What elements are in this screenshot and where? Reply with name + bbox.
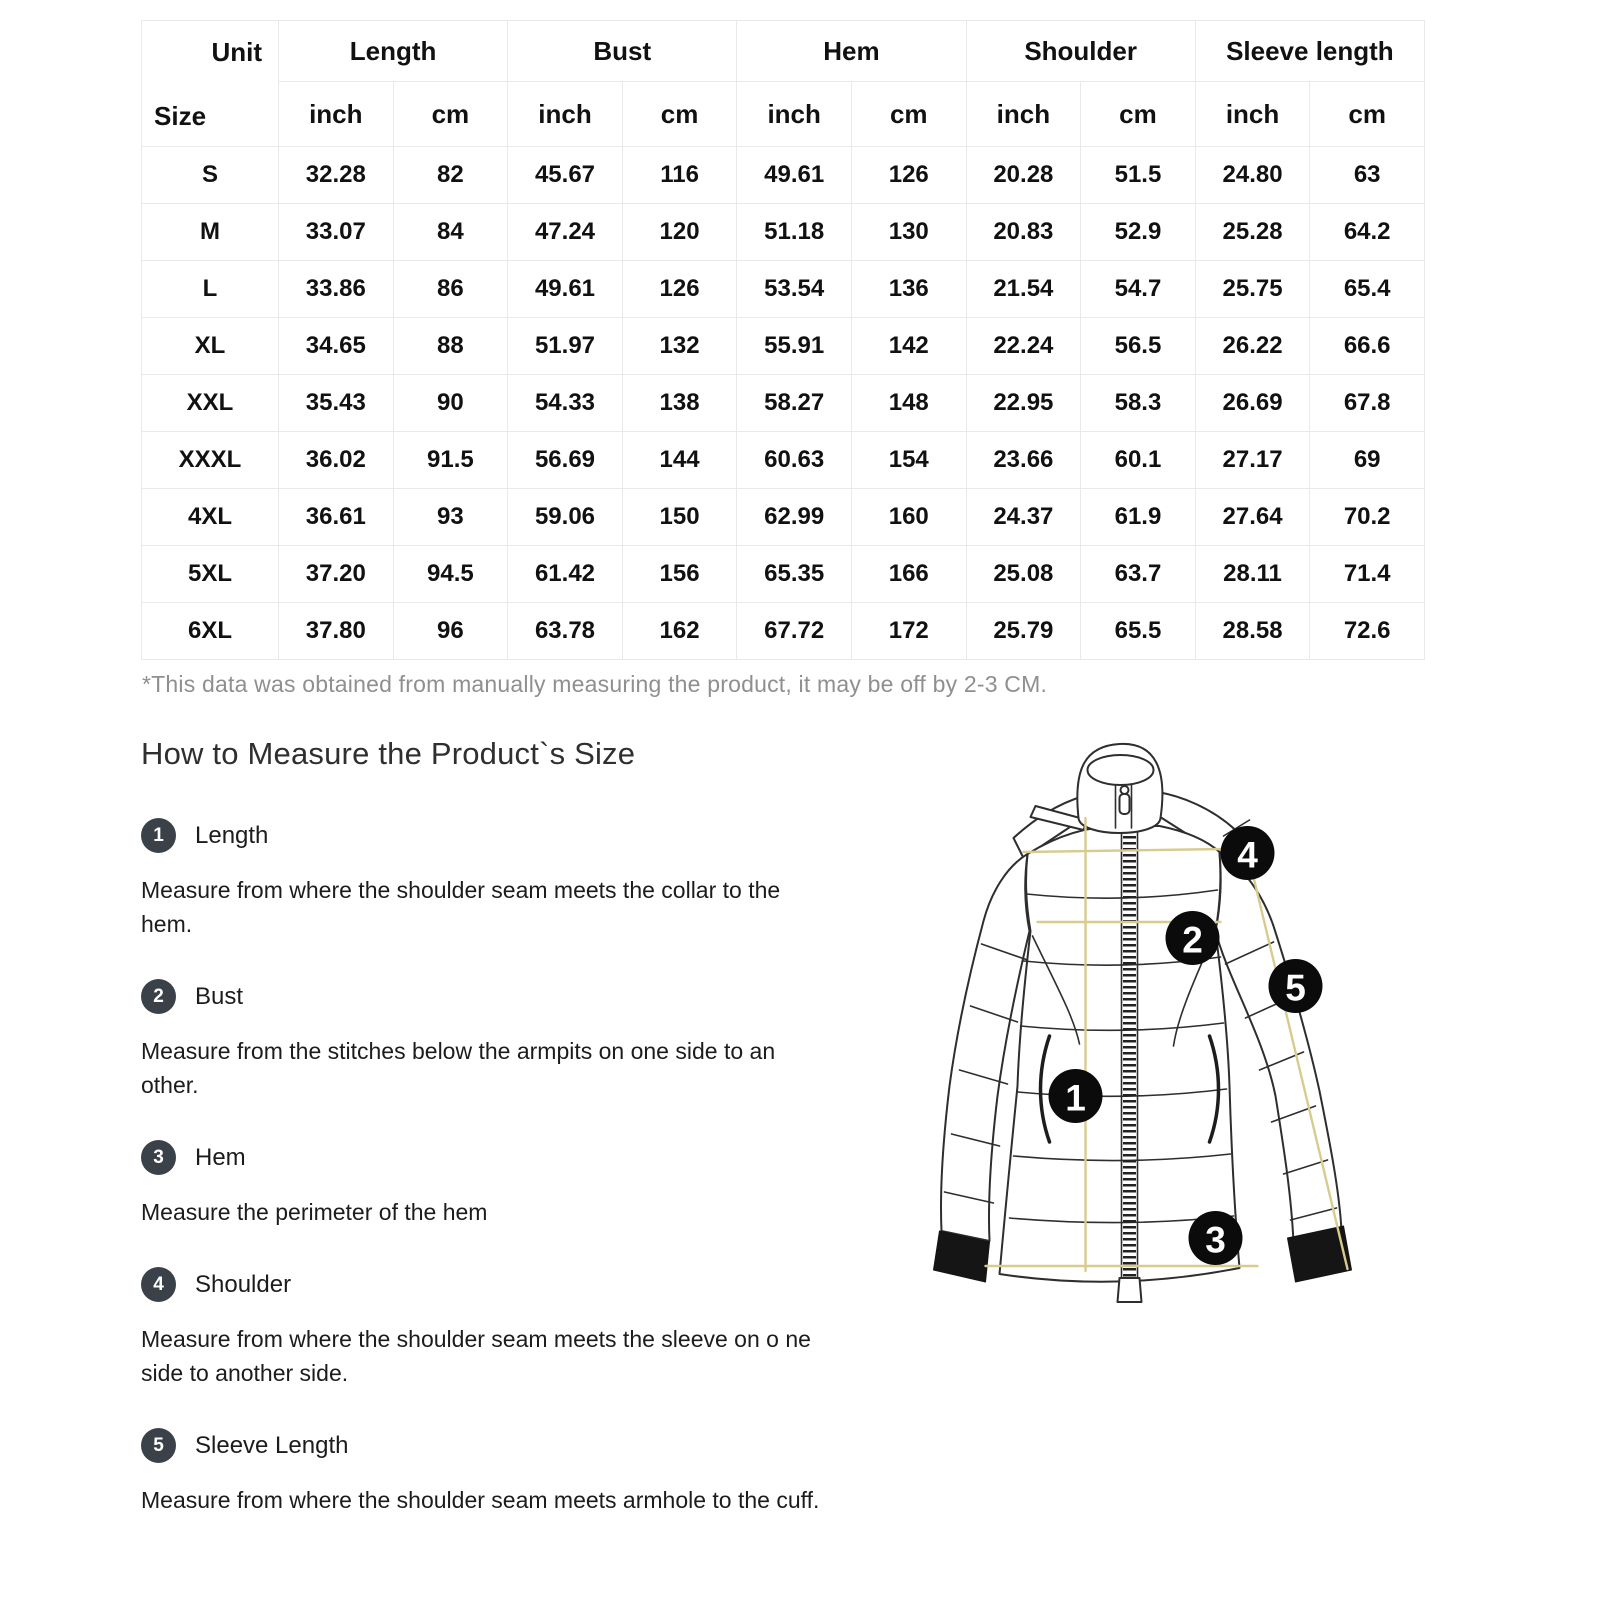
- value-cell: 160: [851, 489, 966, 546]
- value-cell: 25.08: [966, 546, 1081, 603]
- value-cell: 67.8: [1310, 375, 1425, 432]
- value-cell: 32.28: [279, 147, 394, 204]
- unit-header-cell: cm: [393, 82, 508, 147]
- corner-unit-label: Unit: [211, 37, 262, 67]
- table-row: [142, 546, 1425, 603]
- value-cell: 33.07: [279, 204, 394, 261]
- step-number-badge: 2: [141, 979, 176, 1014]
- step-number-badge: 5: [141, 1428, 176, 1463]
- step-header: [141, 818, 836, 853]
- value-cell: 22.24: [966, 318, 1081, 375]
- value-cell: 28.58: [1195, 603, 1310, 660]
- value-cell: 49.61: [737, 147, 852, 204]
- table-row: [142, 318, 1425, 375]
- value-cell: 144: [622, 432, 737, 489]
- unit-size-corner-cell: [142, 21, 279, 147]
- svg-text:5: 5: [1285, 967, 1306, 1009]
- value-cell: 86: [393, 261, 508, 318]
- value-cell: 126: [622, 261, 737, 318]
- unit-header-cell: cm: [1081, 82, 1196, 147]
- marker-4: [1221, 826, 1275, 880]
- step-header: [141, 1428, 836, 1463]
- value-cell: 126: [851, 147, 966, 204]
- value-cell: 130: [851, 204, 966, 261]
- value-cell: 21.54: [966, 261, 1081, 318]
- value-cell: 61.42: [508, 546, 623, 603]
- step-label: Shoulder: [195, 1270, 292, 1298]
- step-label: Bust: [195, 982, 244, 1010]
- unit-header-row: [142, 82, 1425, 147]
- value-cell: 24.37: [966, 489, 1081, 546]
- value-cell: 20.83: [966, 204, 1081, 261]
- value-cell: 63.7: [1081, 546, 1196, 603]
- unit-header-cell: cm: [1310, 82, 1425, 147]
- column-group-header: Shoulder: [966, 21, 1195, 82]
- value-cell: 90: [393, 375, 508, 432]
- value-cell: 27.17: [1195, 432, 1310, 489]
- value-cell: 37.20: [279, 546, 394, 603]
- value-cell: 88: [393, 318, 508, 375]
- value-cell: 72.6: [1310, 603, 1425, 660]
- value-cell: 25.28: [1195, 204, 1310, 261]
- value-cell: 27.64: [1195, 489, 1310, 546]
- value-cell: 66.6: [1310, 318, 1425, 375]
- step-header: [141, 979, 836, 1014]
- size-cell: XL: [142, 318, 279, 375]
- size-cell: 4XL: [142, 489, 279, 546]
- step-label: Hem: [195, 1143, 246, 1171]
- value-cell: 25.75: [1195, 261, 1310, 318]
- value-cell: 55.91: [737, 318, 852, 375]
- value-cell: 20.28: [966, 147, 1081, 204]
- value-cell: 56.5: [1081, 318, 1196, 375]
- step-label: Length: [195, 821, 269, 849]
- value-cell: 116: [622, 147, 737, 204]
- value-cell: 91.5: [393, 432, 508, 489]
- value-cell: 24.80: [1195, 147, 1310, 204]
- size-cell: XXXL: [142, 432, 279, 489]
- value-cell: 59.06: [508, 489, 623, 546]
- value-cell: 93: [393, 489, 508, 546]
- step-description: Measure from the stitches below the armpits on one side to an other.: [141, 1038, 776, 1098]
- value-cell: 54.33: [508, 375, 623, 432]
- value-cell: 162: [622, 603, 737, 660]
- value-cell: 71.4: [1310, 546, 1425, 603]
- value-cell: 45.67: [508, 147, 623, 204]
- value-cell: 94.5: [393, 546, 508, 603]
- marker-1: [1049, 1069, 1103, 1123]
- value-cell: 54.7: [1081, 261, 1196, 318]
- value-cell: 26.22: [1195, 318, 1310, 375]
- marker-5: [1269, 959, 1323, 1013]
- step-number-badge: 1: [141, 818, 176, 853]
- measure-step: [141, 1267, 836, 1390]
- svg-text:4: 4: [1237, 834, 1258, 876]
- value-cell: 156: [622, 546, 737, 603]
- value-cell: 65.35: [737, 546, 852, 603]
- value-cell: 82: [393, 147, 508, 204]
- jacket-measurement-diagram: [925, 726, 1450, 1326]
- unit-header-cell: inch: [1195, 82, 1310, 147]
- size-cell: 6XL: [142, 603, 279, 660]
- size-cell: XXL: [142, 375, 279, 432]
- measure-step: [141, 979, 836, 1102]
- unit-header-cell: inch: [279, 82, 394, 147]
- value-cell: 25.79: [966, 603, 1081, 660]
- size-cell: S: [142, 147, 279, 204]
- table-row: [142, 147, 1425, 204]
- value-cell: 138: [622, 375, 737, 432]
- table-row: [142, 261, 1425, 318]
- table-row: [142, 375, 1425, 432]
- value-cell: 51.97: [508, 318, 623, 375]
- measure-step: [141, 818, 836, 941]
- size-cell: L: [142, 261, 279, 318]
- value-cell: 22.95: [966, 375, 1081, 432]
- step-number-badge: 3: [141, 1140, 176, 1175]
- value-cell: 70.2: [1310, 489, 1425, 546]
- zipper-hem-split: [1118, 1278, 1142, 1302]
- table-row: [142, 489, 1425, 546]
- unit-header-cell: cm: [851, 82, 966, 147]
- step-description: Measure the perimeter of the hem: [141, 1199, 488, 1225]
- unit-header-cell: inch: [508, 82, 623, 147]
- unit-header-cell: inch: [966, 82, 1081, 147]
- value-cell: 63.78: [508, 603, 623, 660]
- value-cell: 60.63: [737, 432, 852, 489]
- section-title: How to Measure the Product`s Size: [141, 736, 636, 771]
- corner-size-label: Size: [154, 101, 207, 131]
- value-cell: 60.1: [1081, 432, 1196, 489]
- value-cell: 51.5: [1081, 147, 1196, 204]
- value-cell: 61.9: [1081, 489, 1196, 546]
- value-cell: 136: [851, 261, 966, 318]
- value-cell: 33.86: [279, 261, 394, 318]
- value-cell: 53.54: [737, 261, 852, 318]
- value-cell: 120: [622, 204, 737, 261]
- value-cell: 64.2: [1310, 204, 1425, 261]
- column-group-header: Hem: [737, 21, 966, 82]
- value-cell: 172: [851, 603, 966, 660]
- value-cell: 34.65: [279, 318, 394, 375]
- column-group-header: Length: [279, 21, 508, 82]
- column-group-header: Bust: [508, 21, 737, 82]
- value-cell: 51.18: [737, 204, 852, 261]
- size-cell: 5XL: [142, 546, 279, 603]
- zipper-pull: [1120, 794, 1130, 814]
- step-header: [141, 1267, 836, 1302]
- value-cell: 56.69: [508, 432, 623, 489]
- value-cell: 96: [393, 603, 508, 660]
- step-description: Measure from where the shoulder seam meets the sleeve on o ne side to another side.: [141, 1326, 811, 1386]
- measurement-disclaimer: *This data was obtained from manually measuring the product, it may be off by 2-3 CM.: [142, 671, 1048, 697]
- step-description: Measure from where the shoulder seam meets the collar to the hem.: [141, 877, 781, 937]
- value-cell: 69: [1310, 432, 1425, 489]
- marker-3: [1189, 1211, 1243, 1265]
- measure-step: [141, 1140, 836, 1229]
- value-cell: 62.99: [737, 489, 852, 546]
- marker-2: [1166, 911, 1220, 965]
- value-cell: 23.66: [966, 432, 1081, 489]
- value-cell: 150: [622, 489, 737, 546]
- value-cell: 37.80: [279, 603, 394, 660]
- value-cell: 47.24: [508, 204, 623, 261]
- value-cell: 35.43: [279, 375, 394, 432]
- column-group-header: Sleeve length: [1195, 21, 1424, 82]
- table-row: [142, 432, 1425, 489]
- value-cell: 148: [851, 375, 966, 432]
- value-cell: 166: [851, 546, 966, 603]
- svg-text:2: 2: [1182, 919, 1203, 961]
- value-cell: 65.4: [1310, 261, 1425, 318]
- value-cell: 65.5: [1081, 603, 1196, 660]
- value-cell: 142: [851, 318, 966, 375]
- step-number-badge: 4: [141, 1267, 176, 1302]
- value-cell: 26.69: [1195, 375, 1310, 432]
- value-cell: 52.9: [1081, 204, 1196, 261]
- step-description: Measure from where the shoulder seam meets armhole to the cuff.: [141, 1487, 820, 1513]
- value-cell: 67.72: [737, 603, 852, 660]
- value-cell: 58.3: [1081, 375, 1196, 432]
- value-cell: 58.27: [737, 375, 852, 432]
- value-cell: 28.11: [1195, 546, 1310, 603]
- group-header-row: [142, 21, 1425, 82]
- measure-step: [141, 1428, 836, 1517]
- table-row: [142, 603, 1425, 660]
- value-cell: 63: [1310, 147, 1425, 204]
- how-to-measure-section: [141, 736, 836, 1517]
- size-chart-table: [141, 20, 1425, 660]
- value-cell: 132: [622, 318, 737, 375]
- step-label: Sleeve Length: [195, 1431, 349, 1459]
- step-header: [141, 1140, 836, 1175]
- value-cell: 154: [851, 432, 966, 489]
- value-cell: 49.61: [508, 261, 623, 318]
- value-cell: 84: [393, 204, 508, 261]
- value-cell: 36.61: [279, 489, 394, 546]
- unit-header-cell: cm: [622, 82, 737, 147]
- table-row: [142, 204, 1425, 261]
- size-cell: M: [142, 204, 279, 261]
- unit-header-cell: inch: [737, 82, 852, 147]
- svg-text:1: 1: [1065, 1077, 1086, 1119]
- svg-text:3: 3: [1205, 1219, 1226, 1261]
- value-cell: 36.02: [279, 432, 394, 489]
